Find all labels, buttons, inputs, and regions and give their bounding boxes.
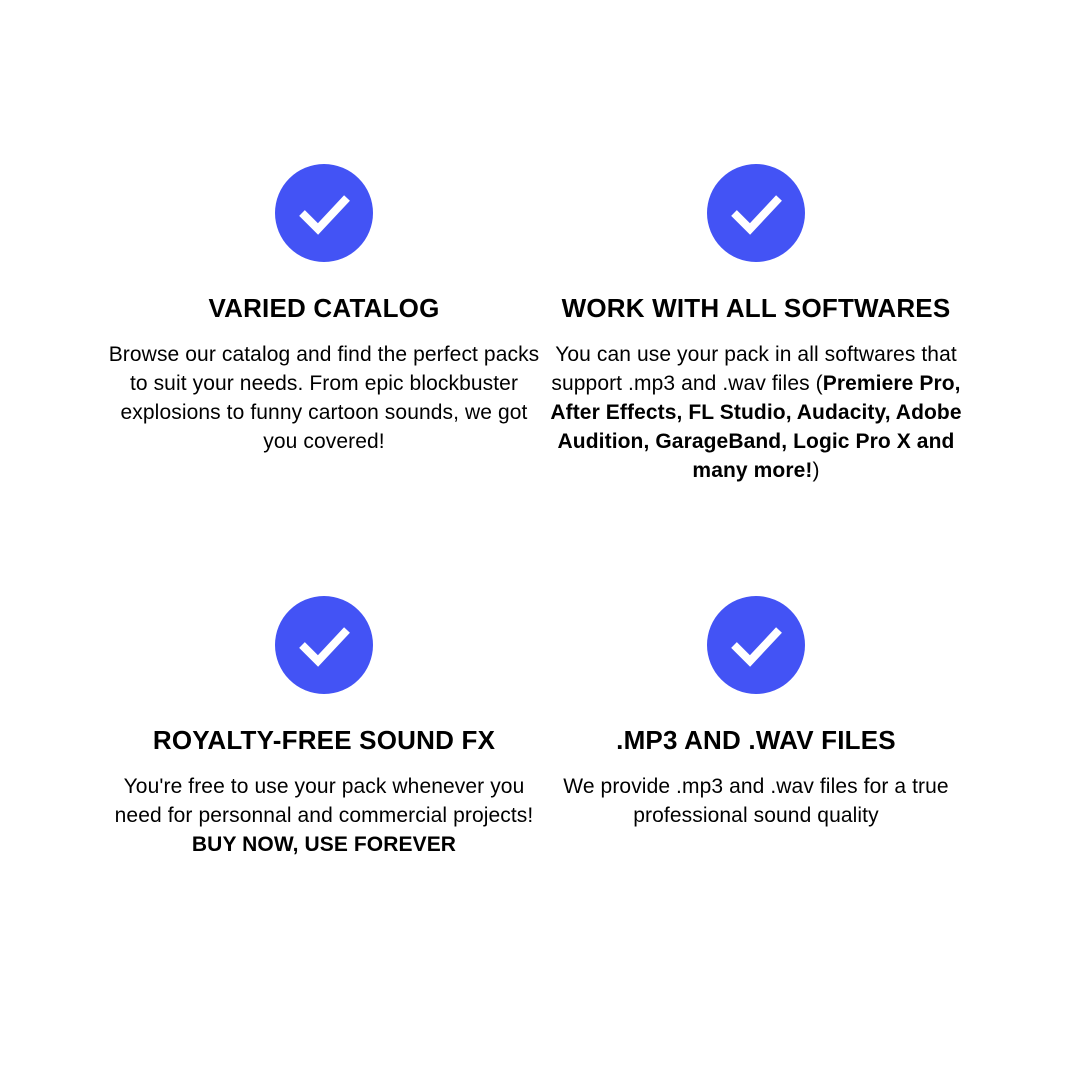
feature-bold-text: BUY NOW, USE FOREVER (191, 833, 457, 856)
checkmark-icon (725, 614, 787, 676)
feature-title: WORK WITH ALL SOFTWARES (561, 293, 951, 323)
feature-mp3-wav-files (536, 596, 976, 830)
check-circle-icon (707, 596, 805, 694)
check-circle-icon (275, 596, 373, 694)
checkmark-icon (725, 182, 787, 244)
feature-text: We provide .mp3 and .wav files for a true professional sound quality (563, 775, 949, 827)
feature-title: VARIED CATALOG (208, 293, 440, 323)
feature-varied-catalog (104, 164, 544, 456)
feature-title: .MP3 AND .WAV FILES (616, 725, 896, 755)
feature-description (536, 772, 976, 830)
check-circle-icon (275, 164, 373, 262)
feature-bold-text: Premiere Pro, After Effects, FL Studio, Audacity, Adobe Audition, GarageBand, Logic Pro X and many more! (550, 372, 962, 482)
feature-description (104, 340, 544, 456)
feature-royalty-free (104, 596, 544, 859)
checkmark-icon (293, 182, 355, 244)
checkmark-icon (293, 614, 355, 676)
feature-text: You can use your pack in all softwares that support .mp3 and .wav files ( (551, 343, 957, 395)
feature-text: Browse our catalog and find the perfect packs to suit your needs. From epic blockbuster explosions to funny cartoon sounds, we got you covered! (108, 343, 540, 453)
feature-description (104, 772, 544, 859)
feature-text-after: ) (812, 459, 820, 482)
check-circle-icon (707, 164, 805, 262)
feature-work-with-all-softwares (536, 164, 976, 485)
feature-title: ROYALTY-FREE SOUND FX (152, 725, 496, 755)
feature-text: You're free to use your pack whenever you need for personnal and commercial projects! (114, 775, 534, 827)
feature-description (536, 340, 976, 485)
